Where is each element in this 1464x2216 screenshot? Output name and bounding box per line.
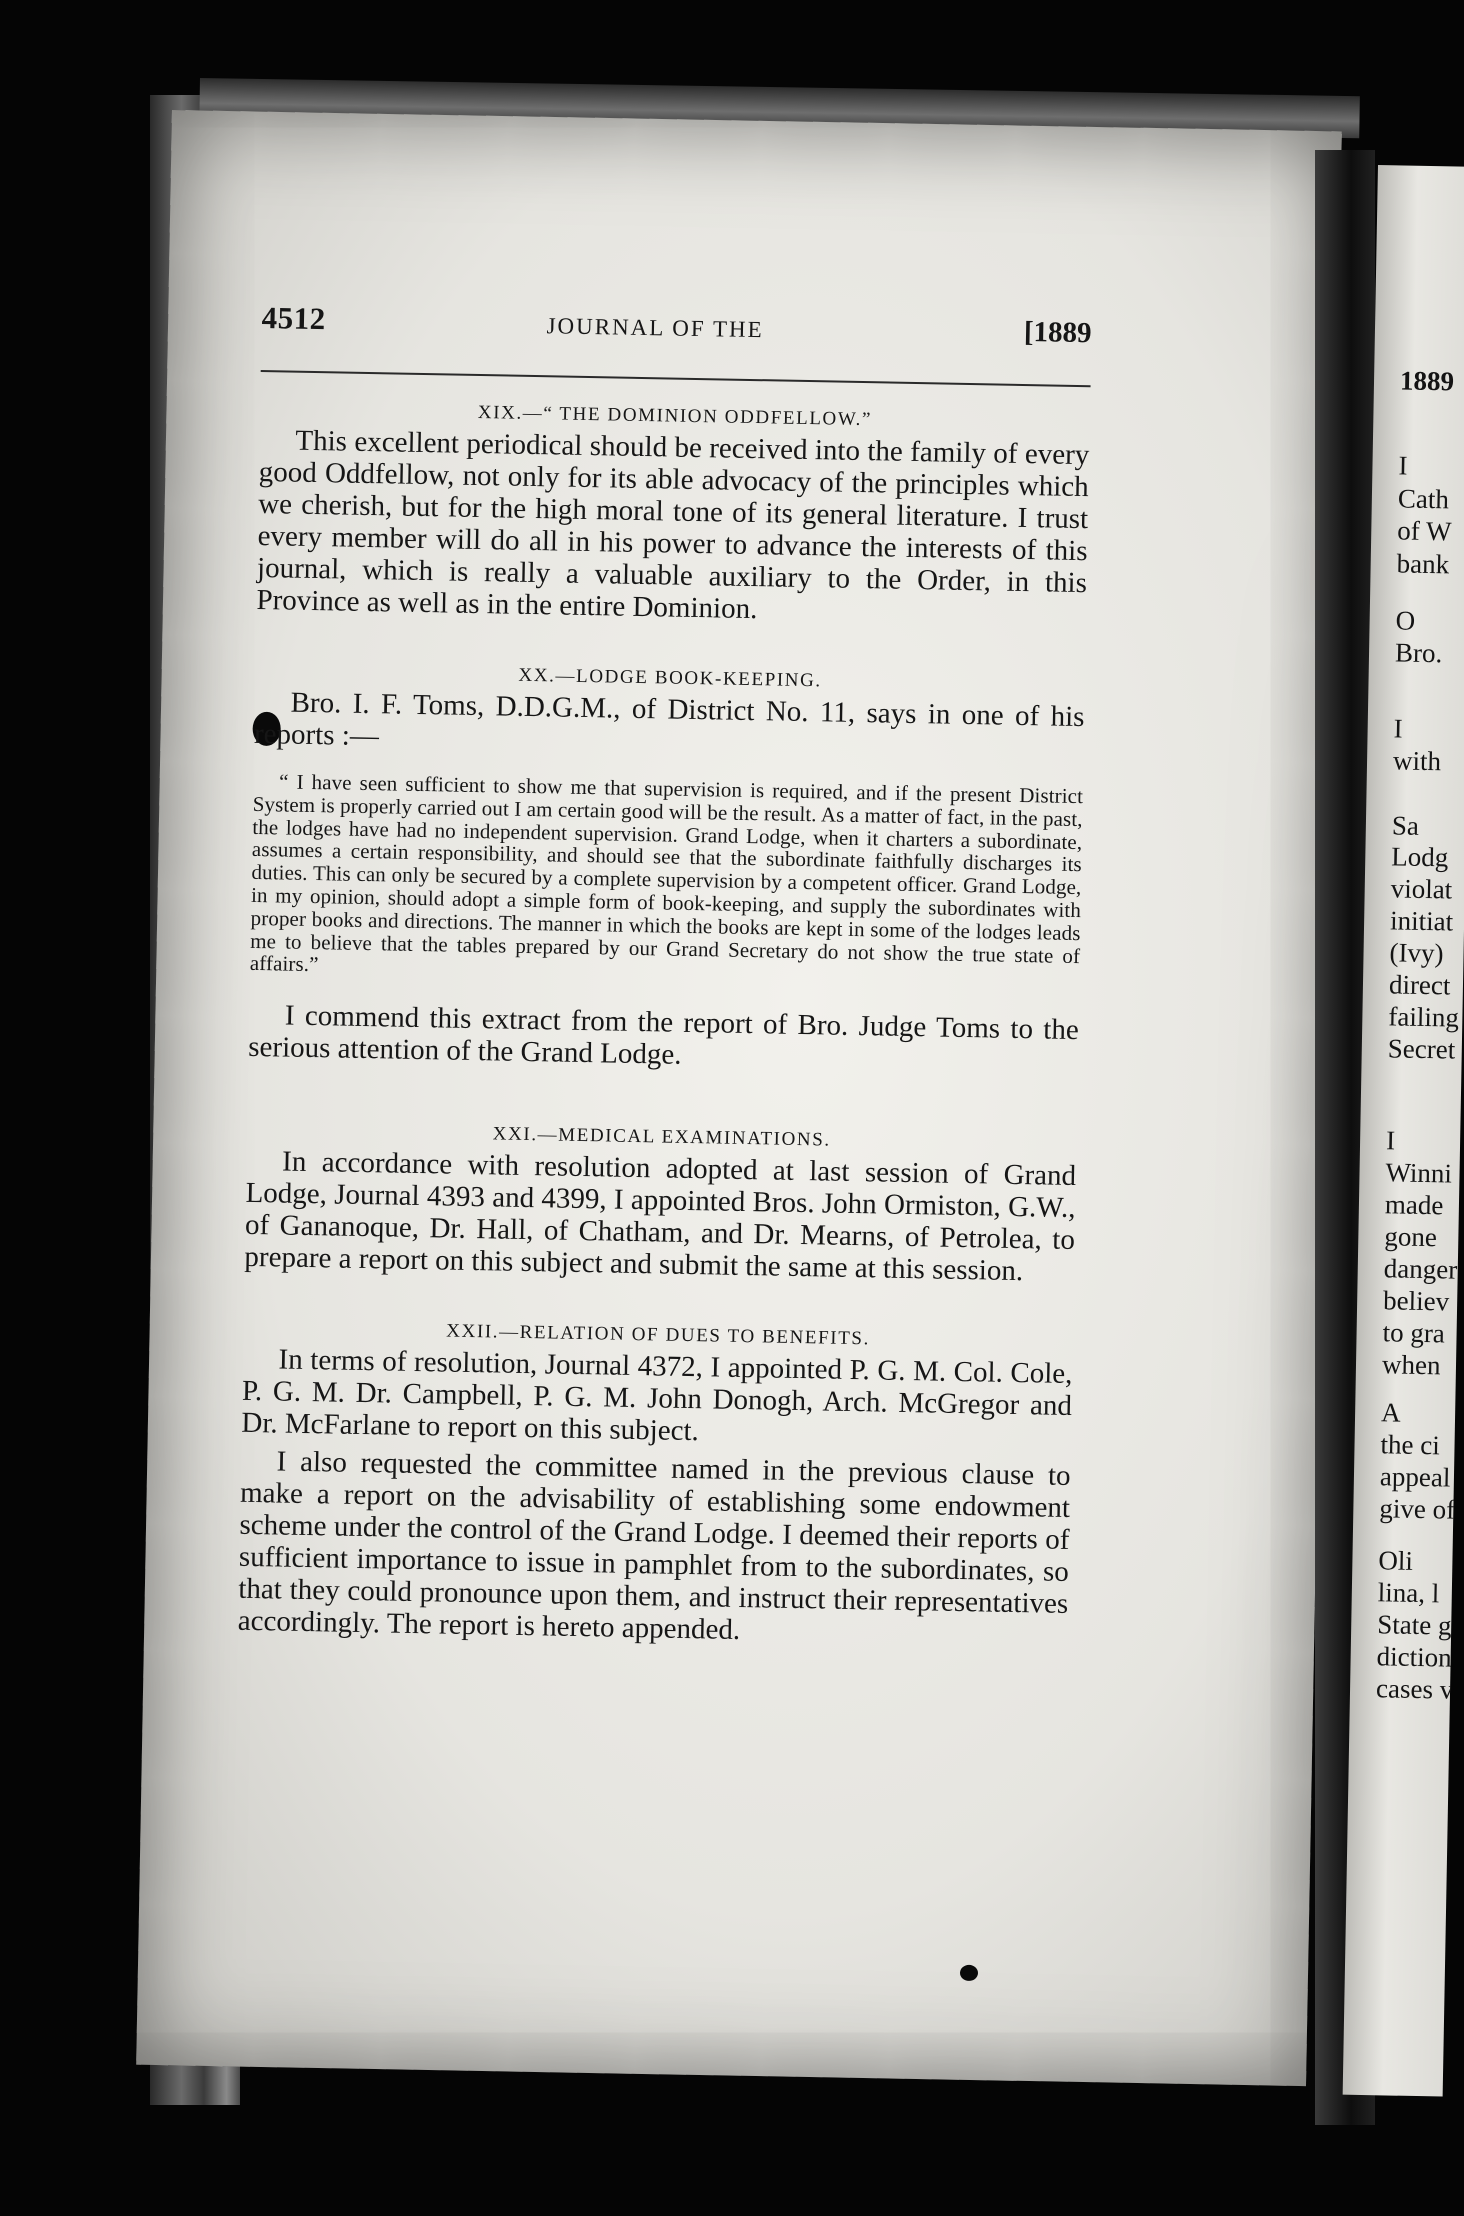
next-page-line: give of bbox=[1379, 1493, 1456, 1525]
next-page-line: (Ivy) bbox=[1389, 937, 1444, 969]
next-page-line: Sa bbox=[1391, 810, 1420, 841]
next-page-line: the ci bbox=[1380, 1429, 1441, 1461]
section-xxi bbox=[244, 1119, 1077, 1288]
running-title: JOURNAL OF THE bbox=[546, 313, 764, 343]
page-content bbox=[237, 300, 1091, 1658]
next-page-line: I bbox=[1385, 1125, 1396, 1156]
next-page-line: cases v bbox=[1375, 1673, 1454, 1705]
next-page-line: gone bbox=[1384, 1221, 1438, 1253]
section-heading: XX.—LODGE BOOK-KEEPING. bbox=[518, 664, 822, 692]
next-page-line: to gra bbox=[1382, 1317, 1446, 1349]
next-page-line: direct bbox=[1388, 969, 1451, 1001]
next-page-line: Oli bbox=[1378, 1545, 1414, 1576]
next-page-line: Bro. bbox=[1394, 637, 1443, 669]
header-year: [1889 bbox=[1023, 315, 1092, 350]
next-page-year: 1889 bbox=[1399, 365, 1455, 397]
paragraph: This excellent periodical should be received into the family of every good Oddfellow, not only for its able advocacy of the principles which we cherish, but for the high moral tone of its general literature. I trust every member will do all in his power to advance the interests of this journal, which is really a valuable auxiliary to the Order, in this Province as well as in the entire Dominion. bbox=[256, 424, 1090, 626]
next-page-line: Secret bbox=[1387, 1033, 1456, 1065]
next-page-line: diction bbox=[1376, 1641, 1452, 1673]
next-page-line: A bbox=[1380, 1397, 1401, 1428]
paragraph: I also requested the committee named in the previous clause to make a report on the advisability of establishing some endowment scheme under the control of the Grand Lodge. I deemed their reports of sufficient importance to issue in pamphlet from to the subordinates, so that they could pronounce upon them, and instruct their representatives accordingly. The report is hereto appended. bbox=[237, 1445, 1071, 1647]
next-page-line: initiat bbox=[1389, 905, 1454, 937]
section-heading: XIX.—“ THE DOMINION ODDFELLOW.” bbox=[477, 401, 873, 431]
next-page-line: lina, l bbox=[1377, 1577, 1440, 1609]
section-xix bbox=[256, 398, 1090, 631]
block-quote: “ I have seen sufficient to show me that supervision is required, and if the present District System is properly carried out I am certain good will be the result. As a matter of fact, in the past, the lodges have had no independent supervision. Grand Lodge, when it charters a subordinate, assumes a certain responsibility, and should see that the subordinate faithfully discharges its duties. This can only be secured by a complete supervision by a competent officer. Grand Lodge, in my opinion, should adopt a simple form of book-keeping, and supply the subordinates with proper books and directions. The manner in which the books are kept in some of the lodges leads me to believe that the tables prepared by our Grand Secretary do not show the true state of affairs.” bbox=[249, 769, 1084, 977]
paragraph: Bro. I. F. Toms, D.D.G.M., of District No. 11, says in one of his reports :— bbox=[253, 686, 1085, 753]
section-heading: XXII.—RELATION OF DUES TO BENEFITS. bbox=[446, 1320, 871, 1350]
page-number: 4512 bbox=[261, 300, 326, 337]
next-page-line: Winni bbox=[1385, 1157, 1453, 1189]
next-page-line: O bbox=[1395, 605, 1416, 636]
next-page-line: failing bbox=[1388, 1001, 1460, 1033]
next-page-line: with bbox=[1392, 745, 1442, 777]
paragraph: I commend this extract from the report of Bro. Judge Toms to the serious attention of the Grand Lodge. bbox=[248, 999, 1080, 1071]
next-page-line: I bbox=[1393, 713, 1403, 744]
next-page-line: Cath bbox=[1397, 483, 1450, 515]
section-heading: XXI.—MEDICAL EXAMINATIONS. bbox=[492, 1123, 831, 1151]
next-page-line: believ bbox=[1382, 1285, 1450, 1317]
paragraph: In terms of resolution, Journal 4372, I appointed P. G. M. Col. Cole, P. G. M. Dr. Campbell, P. G. M. John Donogh, Arch. McGregor and Dr. McFarlane to report on this subject. bbox=[241, 1343, 1073, 1448]
next-page-line: of W bbox=[1397, 515, 1452, 547]
header-rule bbox=[261, 370, 1091, 387]
section-xxii bbox=[237, 1317, 1073, 1652]
next-page-line: made bbox=[1384, 1189, 1444, 1221]
next-page-line: appeal bbox=[1379, 1461, 1451, 1493]
section-xx bbox=[248, 660, 1085, 1078]
next-page-line: bank bbox=[1396, 548, 1450, 580]
next-page-line: when bbox=[1381, 1349, 1441, 1381]
next-page-line: State g bbox=[1376, 1609, 1452, 1641]
ink-blot-bottom bbox=[960, 1965, 978, 1981]
paragraph: In accordance with resolution adopted at last session of Grand Lodge, Journal 4393 and 4399, I appointed Bros. John Ormiston, G.W., of Gananoque, Dr. Hall, of Chatham, and Dr. Mearns, of Petrolea, to prepare a report on this subject and submit the same at this session. bbox=[244, 1145, 1077, 1288]
next-page-line: I bbox=[1398, 450, 1408, 481]
next-page-line: Lodg bbox=[1391, 841, 1449, 873]
next-page-line: violat bbox=[1390, 873, 1453, 905]
next-page-line: danger bbox=[1383, 1253, 1458, 1285]
